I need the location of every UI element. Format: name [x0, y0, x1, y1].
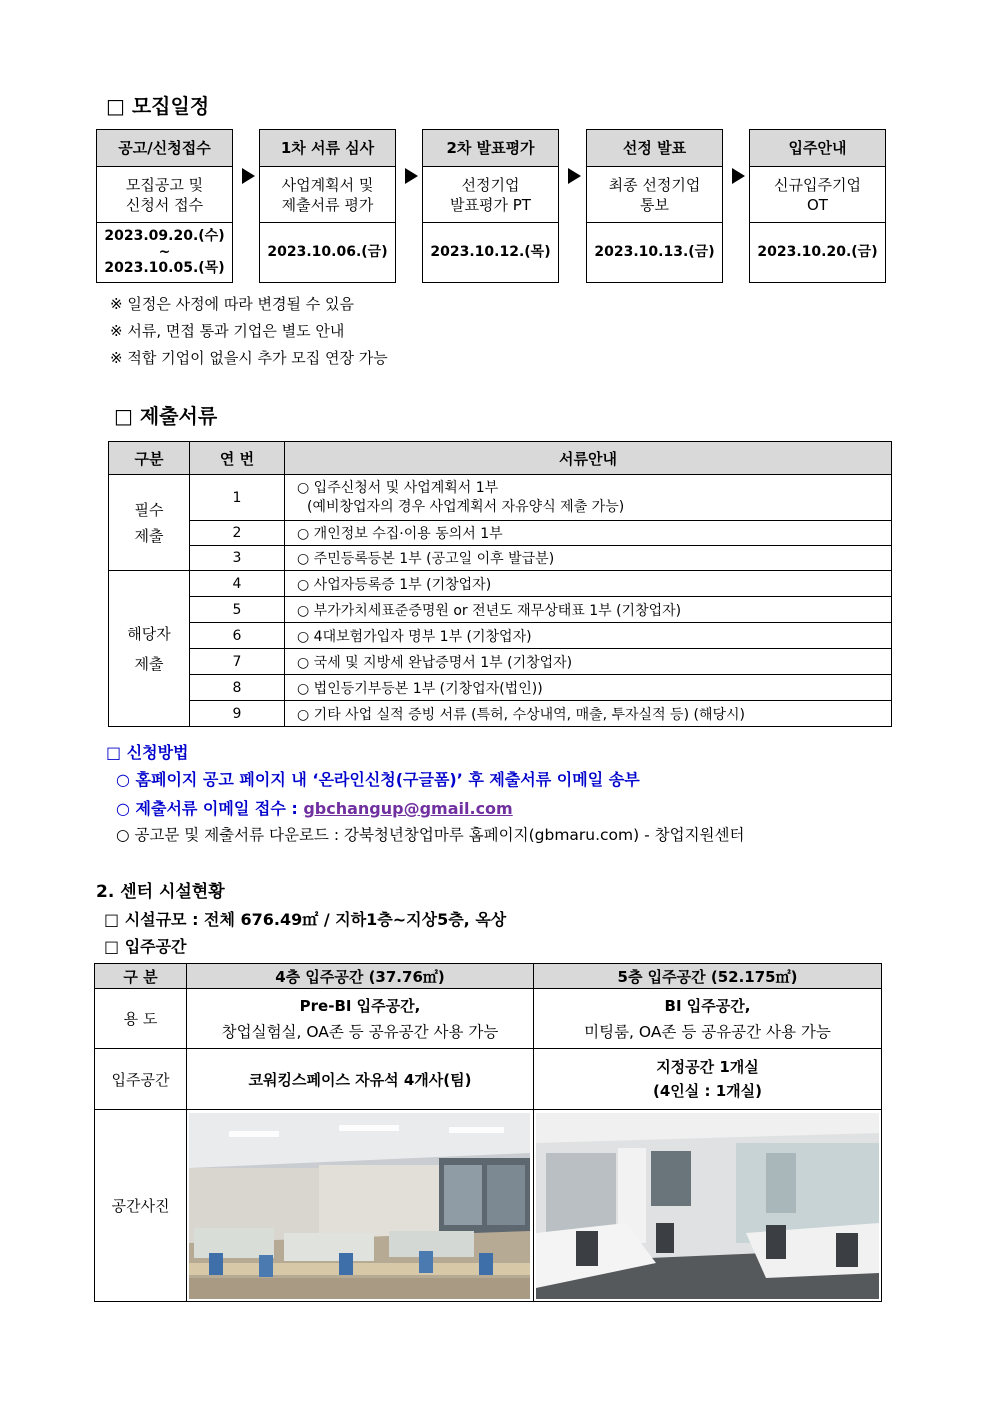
schedule-step-desc-line: 사업계획서 및: [281, 175, 374, 194]
photo-5f-image: [536, 1113, 879, 1299]
doc-row-no: 6: [190, 623, 285, 649]
schedule-step-date-line: 2023.09.20.(수): [104, 228, 225, 244]
photo-4f-image: [189, 1113, 530, 1299]
facility-usage-5f: [534, 989, 882, 1049]
documents-group-required: [109, 475, 190, 571]
doc-row-text: ○ 개인정보 수집·이용 동의서 1부: [285, 521, 892, 546]
doc-row-no: 9: [190, 701, 285, 727]
doc-row-text: ○ 국세 및 지방세 완납증명서 1부 (기창업자): [285, 649, 892, 675]
schedule-step-head: 입주안내: [750, 130, 885, 167]
arrow-right-icon: [568, 168, 581, 184]
email-link[interactable]: gbchangup@gmail.com: [303, 799, 513, 818]
schedule-step-desc-line: 제출서류 평가: [281, 195, 374, 214]
group-applicable-line1: 해당자: [127, 624, 171, 643]
arrow-right-icon: [405, 168, 418, 184]
schedule-step-desc-line: 발표평가 PT: [450, 195, 531, 214]
doc-row-text: ○ 부가가치세표준증명원 or 전년도 재무상태표 1부 (기창업자): [285, 597, 892, 623]
group-required-line2: 제출: [134, 526, 164, 545]
schedule-step-date: [260, 223, 395, 281]
documents-table: [108, 441, 892, 727]
arrow-right-icon: [732, 168, 745, 184]
doc-row-no: 4: [190, 571, 285, 597]
schedule-step-date: [750, 223, 885, 281]
apply-line-1: ○ 홈페이지 공고 페이지 내 ‘온라인신청(구글폼)’ 후 제출서류 이메일 송부: [116, 770, 640, 789]
photo-5f-office: [536, 1113, 879, 1299]
doc-row-text: [285, 475, 892, 521]
doc-row-no: 1: [190, 475, 285, 521]
facility-space-5f: [534, 1049, 882, 1110]
schedule-step: [422, 129, 559, 283]
schedule-step-desc-line: 최종 선정기업: [608, 175, 701, 194]
schedule-step-date-line: 2023.10.05.(목): [104, 260, 225, 276]
facility-table: [94, 963, 882, 1302]
doc-row-no: 5: [190, 597, 285, 623]
space-5f-line1: 지정공간 1개실: [656, 1058, 759, 1076]
apply-line-3: ○ 공고문 및 제출서류 다운로드 : 강북청년창업마루 홈페이지(gbmaru.com) - 창업지원센터: [116, 826, 745, 844]
schedule-step-date-line: 2023.10.12.(목): [430, 244, 551, 260]
facility-space-4f: 코워킹스페이스 자유석 4개사(팀): [187, 1049, 534, 1110]
facility-usage-label: 용 도: [95, 989, 187, 1049]
schedule-step-date-line: 2023.10.13.(금): [594, 244, 715, 260]
documents-title: □ 제출서류: [114, 404, 218, 428]
facility-header-5f: 5층 입주공간 (52.175㎡): [534, 964, 882, 989]
schedule-step-date-line: 2023.10.06.(금): [267, 244, 388, 260]
facility-scale: □ 시설규모 : 전체 676.49㎡ / 지하1층~지상5층, 옥상: [104, 910, 507, 929]
doc-row-1-sub: (예비창업자의 경우 사업계획서 자유양식 제출 가능): [307, 498, 625, 515]
schedule-step: [96, 129, 233, 283]
schedule-step-head: 1차 서류 심사: [260, 130, 395, 167]
doc-row-1-text: ○ 입주신청서 및 사업계획서 1부: [297, 479, 499, 496]
schedule-step-desc: [97, 167, 232, 223]
documents-header-number: 연 번: [190, 442, 285, 475]
doc-row-text: ○ 주민등록등본 1부 (공고일 이후 발급분): [285, 546, 892, 571]
doc-row-text: ○ 사업자등록증 1부 (기창업자): [285, 571, 892, 597]
apply-line-2: [116, 796, 513, 819]
schedule-step-desc: [260, 167, 395, 223]
schedule-step-head: 선정 발표: [587, 130, 722, 167]
schedule-step-desc-line: 통보: [640, 195, 669, 214]
facility-space-title: □ 입주공간: [104, 937, 187, 956]
schedule-step-date: [587, 223, 722, 281]
schedule-step-date-line: 2023.10.20.(금): [757, 244, 878, 260]
schedule-step-head: 2차 발표평가: [423, 130, 558, 167]
doc-row-no: 2: [190, 521, 285, 546]
doc-row-no: 3: [190, 546, 285, 571]
apply-line-2-prefix: ○ 제출서류 이메일 접수 :: [116, 799, 304, 818]
arrow-right-icon: [242, 168, 255, 184]
doc-row-text: ○ 법인등기부등본 1부 (기창업자(법인)): [285, 675, 892, 701]
facility-header-4f: 4층 입주공간 (37.76㎡): [187, 964, 534, 989]
photo-4f-coworking: [189, 1113, 530, 1299]
usage-4f-line1: Pre-BI 입주공간,: [299, 996, 421, 1015]
usage-4f-line2: 창업실험실, OA존 등 공유공간 사용 가능: [221, 1022, 499, 1041]
schedule-title: □ 모집일정: [106, 94, 210, 118]
schedule-step: [586, 129, 723, 283]
apply-title: □ 신청방법: [106, 743, 189, 762]
schedule-note-2: ※ 서류, 면접 통과 기업은 별도 안내: [110, 322, 345, 340]
schedule-step-head: 공고/신청접수: [97, 130, 232, 167]
facility-space-label: 입주공간: [95, 1049, 187, 1110]
documents-group-applicable: [109, 571, 190, 727]
schedule-step-date: [423, 223, 558, 281]
schedule-step-date: [97, 223, 232, 281]
space-5f-line2: (4인실 : 1개실): [653, 1082, 762, 1100]
documents-header-category: 구분: [109, 442, 190, 475]
facility-photo-4f-cell: [187, 1110, 534, 1302]
schedule-step-date-line: ~: [158, 244, 171, 260]
schedule-step-desc: [423, 167, 558, 223]
schedule-step: [259, 129, 396, 283]
doc-row-text: ○ 기타 사업 실적 증빙 서류 (특허, 수상내역, 매출, 투자실적 등) (해당시): [285, 701, 892, 727]
schedule-step-desc-line: 신규입주기업: [774, 175, 861, 194]
facility-title: 2. 센터 시설현황: [96, 882, 225, 902]
schedule-note-3: ※ 적합 기업이 없을시 추가 모집 연장 가능: [110, 349, 388, 367]
schedule-step-desc: [750, 167, 885, 223]
facility-usage-4f: [187, 989, 534, 1049]
schedule-step-desc-line: OT: [807, 195, 828, 214]
usage-5f-line1: BI 입주공간,: [664, 996, 751, 1015]
group-required-line1: 필수: [134, 500, 164, 519]
doc-row-no: 7: [190, 649, 285, 675]
facility-photo-label: 공간사진: [95, 1110, 187, 1302]
facility-header-category: 구 분: [95, 964, 187, 989]
group-applicable-line2: 제출: [134, 654, 164, 673]
doc-row-text: ○ 4대보험가입자 명부 1부 (기창업자): [285, 623, 892, 649]
facility-photo-5f-cell: [534, 1110, 882, 1302]
doc-row-no: 8: [190, 675, 285, 701]
usage-5f-line2: 미팅룸, OA존 등 공유공간 사용 가능: [584, 1022, 831, 1041]
schedule-step-desc-line: 선정기업: [461, 175, 520, 194]
schedule-step: [749, 129, 886, 283]
documents-header-guide: 서류안내: [285, 442, 892, 475]
schedule-step-desc: [587, 167, 722, 223]
schedule-note-1: ※ 일정은 사정에 따라 변경될 수 있음: [110, 295, 355, 313]
schedule-step-desc-line: 모집공고 및: [125, 175, 204, 194]
schedule-step-desc-line: 신청서 접수: [125, 195, 204, 214]
